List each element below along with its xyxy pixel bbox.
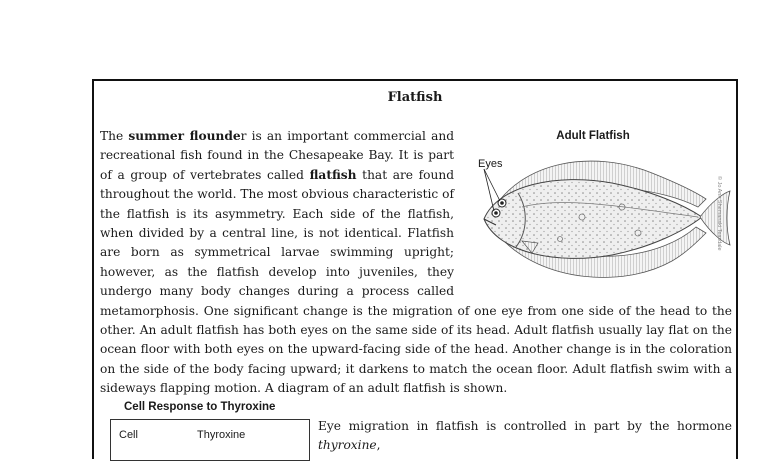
flatfish-illustration	[462, 121, 734, 292]
thyroxine-column-header: Thyroxine	[197, 429, 246, 441]
figure-title: Adult Flatfish	[556, 130, 630, 142]
intro-paragraph: Adult Flatfish Eyes © Jo Ann Shemanski Teasdale The summer flounder is an important commercial and recreational fish found in the Chesapeake Bay. It is part of a group of vertebrates called flatfish that are found throughout the world. The most obvious characteristic of the flatfish is its asymmetry. Each side of the flatfish, when divided by a central line, is not identical. Flatfish are born as symmetrical larvae swimming upright; however, as the flatfish develop into juveniles, they undergo many body changes during a process called metamorphosis. One significant change is the migration of one eye from one side of the head to the other. An adult flatfish has both eyes on the same side of its head. Adult flatfish usually lay flat on the ocean floor with both eyes on the upward-facing side of the head. Another change is in the coloration on the side of the body facing upward; it darkens to match the ocean floor. Adult flatfish swim with a sideways flapping motion. A diagram of an adult flatfish is shown.	[100, 127, 732, 399]
document-frame	[92, 79, 738, 459]
flatfish-term: flatfish	[309, 167, 357, 182]
document-title: Flatfish	[387, 90, 443, 105]
cell-table-body	[110, 419, 310, 461]
eyes-label: Eyes	[478, 158, 503, 170]
cell-column-header: Cell	[119, 429, 138, 441]
eye-migration-paragraph: Eye migration in flatfish is controlled in part by the hormone thyroxine,	[318, 419, 732, 453]
figure-credit: © Jo Ann Shemanski Teasdale	[716, 176, 722, 251]
adult-flatfish-figure	[462, 121, 734, 292]
summer-flounder-term: summer flounde	[128, 129, 241, 143]
thyroxine-term: thyroxine	[318, 438, 377, 453]
cell-table-title: Cell Response to Thyroxine	[124, 401, 276, 413]
cell-response-table	[110, 401, 310, 461]
